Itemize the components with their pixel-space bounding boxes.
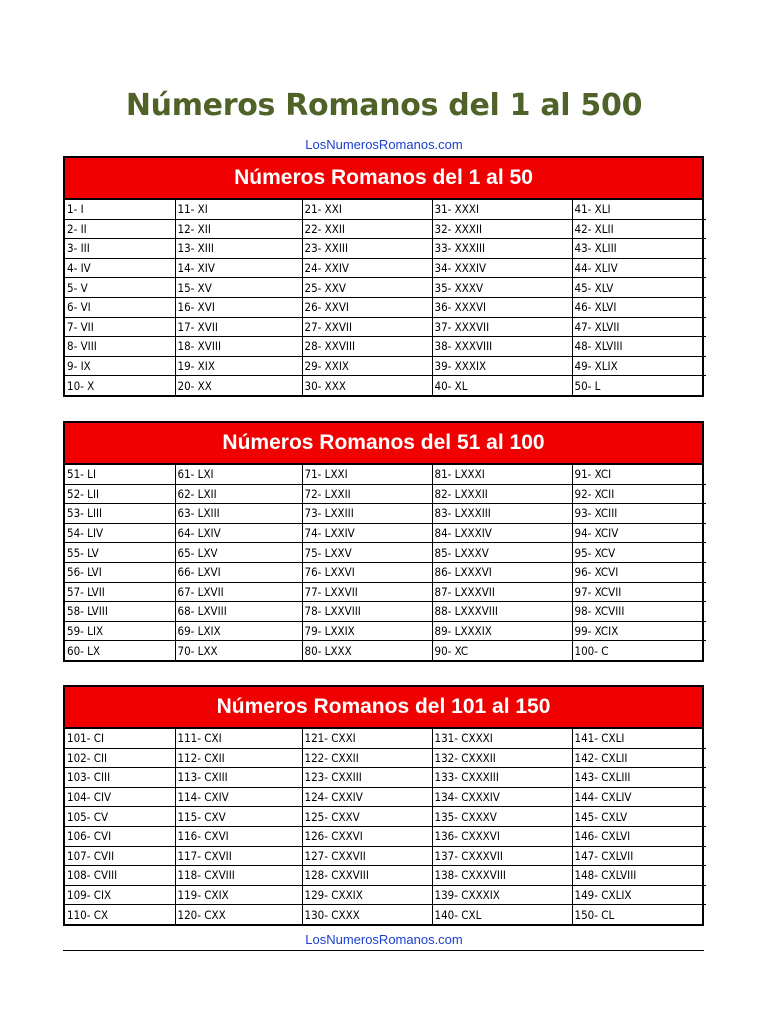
numeral-cell: 133- CXXXIII bbox=[432, 768, 572, 788]
numeral-cell: 58- LVIII bbox=[65, 602, 175, 622]
table-row bbox=[65, 356, 706, 376]
numeral-cell: 16- XVI bbox=[175, 297, 302, 317]
numeral-cell: 34- XXXIV bbox=[432, 258, 572, 278]
table-row bbox=[65, 200, 706, 219]
numeral-cell: 27- XXVII bbox=[302, 317, 432, 337]
table-row bbox=[65, 219, 706, 239]
table-row bbox=[65, 602, 706, 622]
numeral-cell: 40- XL bbox=[432, 376, 572, 395]
numeral-cell: 25- XXV bbox=[302, 278, 432, 298]
numeral-cell: 100- C bbox=[574, 643, 609, 658]
numeral-cell: 15- XV bbox=[175, 278, 302, 298]
numeral-cell: 140- CXL bbox=[432, 905, 572, 924]
numeral-cell: 68- LXVIII bbox=[175, 602, 302, 622]
table-row bbox=[65, 297, 706, 317]
table-row bbox=[65, 258, 706, 278]
numeral-cell: 108- CVIII bbox=[65, 866, 175, 886]
table-row bbox=[65, 621, 706, 641]
numeral-cell: 33- XXXIII bbox=[432, 239, 572, 259]
numeral-cell: 36- XXXVI bbox=[432, 297, 572, 317]
numeral-cell: 111- CXI bbox=[175, 729, 302, 748]
numeral-cell: 117- CXVII bbox=[175, 846, 302, 866]
numeral-cell: 90- XC bbox=[432, 641, 572, 660]
numeral-cell: 126- CXXVI bbox=[302, 826, 432, 846]
numeral-cell: 98- XCVIII bbox=[572, 602, 706, 622]
table-row bbox=[65, 807, 706, 827]
numeral-cell: 66- LXVI bbox=[175, 562, 302, 582]
numeral-cell: 44- XLIV bbox=[572, 258, 706, 278]
numeral-cell: 63- LXIII bbox=[175, 504, 302, 524]
numeral-cell: 51- LI bbox=[65, 465, 175, 484]
numeral-cell: 104- CIV bbox=[65, 787, 175, 807]
numeral-cell: 55- LV bbox=[65, 543, 175, 563]
section-header: Números Romanos del 1 al 50 bbox=[65, 158, 702, 200]
site-link-bottom[interactable]: LosNumerosRomanos.com bbox=[305, 932, 463, 947]
numeral-cell: 91- XCI bbox=[572, 465, 706, 484]
numeral-cell: 105- CV bbox=[65, 807, 175, 827]
site-link-top[interactable]: LosNumerosRomanos.com bbox=[305, 137, 463, 152]
numeral-cell: 145- CXLV bbox=[572, 807, 706, 827]
numeral-cell: 8- VIII bbox=[65, 337, 175, 357]
numeral-cell: 143- CXLIII bbox=[572, 768, 706, 788]
footer-divider bbox=[63, 950, 704, 951]
table-row bbox=[65, 317, 706, 337]
numeral-cell: 56- LVI bbox=[65, 562, 175, 582]
numeral-cell: 96- XCVI bbox=[572, 562, 706, 582]
numeral-cell: 144- CXLIV bbox=[572, 787, 706, 807]
table-row bbox=[65, 337, 706, 357]
numeral-cell: 53- LIII bbox=[65, 504, 175, 524]
numeral-cell: 48- XLVIII bbox=[572, 337, 706, 357]
numeral-cell: 114- CXIV bbox=[175, 787, 302, 807]
table-row bbox=[65, 905, 706, 924]
numeral-cell: 43- XLIII bbox=[572, 239, 706, 259]
numeral-cell: 149- CXLIX bbox=[572, 885, 706, 905]
section-header: Números Romanos del 101 al 150 bbox=[65, 687, 702, 729]
numeral-cell: 17- XVII bbox=[175, 317, 302, 337]
table-row bbox=[65, 376, 706, 395]
numeral-cell: 103- CIII bbox=[65, 768, 175, 788]
numeral-cell: 95- XCV bbox=[572, 543, 706, 563]
numeral-cell: 101- CI bbox=[65, 729, 175, 748]
numeral-cell: 32- XXXII bbox=[432, 219, 572, 239]
numeral-cell: 4- IV bbox=[65, 258, 175, 278]
numeral-cell: 146- CXLVI bbox=[572, 826, 706, 846]
numeral-cell: 39- XXXIX bbox=[432, 356, 572, 376]
numeral-cell: 61- LXI bbox=[175, 465, 302, 484]
numeral-cell: 129- CXXIX bbox=[302, 885, 432, 905]
numeral-cell: 49- XLIX bbox=[572, 356, 706, 376]
numeral-cell: 125- CXXV bbox=[302, 807, 432, 827]
table-row bbox=[65, 504, 706, 524]
table-row bbox=[65, 748, 706, 768]
numeral-cell: 50- L bbox=[574, 378, 601, 393]
numeral-cell: 131- CXXXI bbox=[432, 729, 572, 748]
numeral-cell: 80- LXXX bbox=[302, 641, 432, 660]
table-row bbox=[65, 729, 706, 748]
table-row bbox=[65, 465, 706, 484]
section-1-50 bbox=[63, 156, 704, 397]
numeral-cell: 69- LXIX bbox=[175, 621, 302, 641]
numerals-table bbox=[65, 465, 706, 660]
numeral-cell: 148- CXLVIII bbox=[572, 866, 706, 886]
numeral-cell: 115- CXV bbox=[175, 807, 302, 827]
numeral-cell: 109- CIX bbox=[65, 885, 175, 905]
numeral-cell: 45- XLV bbox=[572, 278, 706, 298]
numeral-cell: 141- CXLI bbox=[572, 729, 706, 748]
numeral-cell: 87- LXXXVII bbox=[432, 582, 572, 602]
numeral-cell: 5- V bbox=[65, 278, 175, 298]
table-row bbox=[65, 866, 706, 886]
numeral-cell: 83- LXXXIII bbox=[432, 504, 572, 524]
numeral-cell: 13- XIII bbox=[175, 239, 302, 259]
numeral-cell: 147- CXLVII bbox=[572, 846, 706, 866]
table-row bbox=[65, 787, 706, 807]
numeral-cell: 64- LXIV bbox=[175, 523, 302, 543]
numeral-cell: 102- CII bbox=[65, 748, 175, 768]
numeral-cell: 62- LXII bbox=[175, 484, 302, 504]
numeral-cell: 119- CXIX bbox=[175, 885, 302, 905]
section-101-150 bbox=[63, 685, 704, 926]
numeral-cell: 23- XXIII bbox=[302, 239, 432, 259]
numeral-cell: 134- CXXXIV bbox=[432, 787, 572, 807]
numerals-table bbox=[65, 729, 706, 924]
numeral-cell: 37- XXXVII bbox=[432, 317, 572, 337]
numeral-cell: 21- XXI bbox=[302, 200, 432, 219]
numeral-cell: 93- XCIII bbox=[572, 504, 706, 524]
numeral-cell: 112- CXII bbox=[175, 748, 302, 768]
numeral-cell: 59- LIX bbox=[65, 621, 175, 641]
numeral-cell: 77- LXXVII bbox=[302, 582, 432, 602]
numeral-cell: 75- LXXV bbox=[302, 543, 432, 563]
numeral-cell: 138- CXXXVIII bbox=[432, 866, 572, 886]
numeral-cell: 30- XXX bbox=[302, 376, 432, 395]
page-title: Números Romanos del 1 al 500 bbox=[125, 88, 643, 123]
numeral-cell: 24- XXIV bbox=[302, 258, 432, 278]
numeral-cell: 3- III bbox=[65, 239, 175, 259]
numeral-cell: 84- LXXXIV bbox=[432, 523, 572, 543]
table-row bbox=[65, 826, 706, 846]
numeral-cell: 29- XXIX bbox=[302, 356, 432, 376]
numeral-cell: 22- XXII bbox=[302, 219, 432, 239]
table-row bbox=[65, 239, 706, 259]
numeral-cell: 124- CXXIV bbox=[302, 787, 432, 807]
numeral-cell: 132- CXXXII bbox=[432, 748, 572, 768]
numeral-cell: 73- LXXIII bbox=[302, 504, 432, 524]
table-row bbox=[65, 562, 706, 582]
numeral-cell: 54- LIV bbox=[65, 523, 175, 543]
numeral-cell: 128- CXXVIII bbox=[302, 866, 432, 886]
numeral-cell: 107- CVII bbox=[65, 846, 175, 866]
numeral-cell: 78- LXXVIII bbox=[302, 602, 432, 622]
numeral-cell: 97- XCVII bbox=[572, 582, 706, 602]
numeral-cell: 106- CVI bbox=[65, 826, 175, 846]
numeral-cell: 74- LXXIV bbox=[302, 523, 432, 543]
numeral-cell: 89- LXXXIX bbox=[432, 621, 572, 641]
numeral-cell: 139- CXXXIX bbox=[432, 885, 572, 905]
numeral-cell: 1- I bbox=[65, 200, 175, 219]
numeral-cell: 81- LXXXI bbox=[432, 465, 572, 484]
numeral-cell: 41- XLI bbox=[572, 200, 706, 219]
numeral-cell: 127- CXXVII bbox=[302, 846, 432, 866]
numeral-cell: 70- LXX bbox=[175, 641, 302, 660]
numeral-cell: 20- XX bbox=[175, 376, 302, 395]
table-row bbox=[65, 484, 706, 504]
numeral-cell: 65- LXV bbox=[175, 543, 302, 563]
numeral-cell: 71- LXXI bbox=[302, 465, 432, 484]
numeral-cell: 123- CXXIII bbox=[302, 768, 432, 788]
numeral-cell: 18- XVIII bbox=[175, 337, 302, 357]
numeral-cell: 113- CXIII bbox=[175, 768, 302, 788]
section-51-100 bbox=[63, 421, 704, 662]
numeral-cell: 118- CXVIII bbox=[175, 866, 302, 886]
numeral-cell: 42- XLII bbox=[572, 219, 706, 239]
numeral-cell: 76- LXXVI bbox=[302, 562, 432, 582]
numeral-cell: 46- XLVI bbox=[572, 297, 706, 317]
numeral-cell: 60- LX bbox=[65, 641, 175, 660]
numeral-cell: 57- LVII bbox=[65, 582, 175, 602]
numeral-cell: 19- XIX bbox=[175, 356, 302, 376]
numeral-cell: 28- XXVIII bbox=[302, 337, 432, 357]
numeral-cell: 116- CXVI bbox=[175, 826, 302, 846]
numeral-cell: 9- IX bbox=[65, 356, 175, 376]
numeral-cell: 52- LII bbox=[65, 484, 175, 504]
table-row bbox=[65, 582, 706, 602]
numeral-cell: 88- LXXXVIII bbox=[432, 602, 572, 622]
table-row bbox=[65, 846, 706, 866]
numeral-cell: 135- CXXXV bbox=[432, 807, 572, 827]
table-row bbox=[65, 768, 706, 788]
table-row bbox=[65, 278, 706, 298]
numeral-cell: 120- CXX bbox=[175, 905, 302, 924]
table-row bbox=[65, 641, 706, 660]
numerals-table bbox=[65, 200, 706, 395]
numeral-cell: 12- XII bbox=[175, 219, 302, 239]
numeral-cell: 86- LXXXVI bbox=[432, 562, 572, 582]
numeral-cell: 7- VII bbox=[65, 317, 175, 337]
numeral-cell: 150- CL bbox=[574, 907, 615, 922]
table-row bbox=[65, 885, 706, 905]
table-row bbox=[65, 523, 706, 543]
numeral-cell: 11- XI bbox=[175, 200, 302, 219]
numeral-cell: 38- XXXVIII bbox=[432, 337, 572, 357]
numeral-cell: 99- XCIX bbox=[572, 621, 706, 641]
numeral-cell: 82- LXXXII bbox=[432, 484, 572, 504]
numeral-cell: 6- VI bbox=[65, 297, 175, 317]
numeral-cell: 47- XLVII bbox=[572, 317, 706, 337]
numeral-cell: 72- LXXII bbox=[302, 484, 432, 504]
numeral-cell: 130- CXXX bbox=[302, 905, 432, 924]
numeral-cell: 92- XCII bbox=[572, 484, 706, 504]
section-header: Números Romanos del 51 al 100 bbox=[65, 423, 702, 465]
numeral-cell: 26- XXVI bbox=[302, 297, 432, 317]
numeral-cell: 10- X bbox=[65, 376, 175, 395]
numeral-cell: 142- CXLII bbox=[572, 748, 706, 768]
numeral-cell: 122- CXXII bbox=[302, 748, 432, 768]
numeral-cell: 94- XCIV bbox=[572, 523, 706, 543]
numeral-cell: 31- XXXI bbox=[432, 200, 572, 219]
numeral-cell: 14- XIV bbox=[175, 258, 302, 278]
numeral-cell: 2- II bbox=[65, 219, 175, 239]
numeral-cell: 136- CXXXVI bbox=[432, 826, 572, 846]
numeral-cell: 121- CXXI bbox=[302, 729, 432, 748]
numeral-cell: 110- CX bbox=[65, 905, 175, 924]
numeral-cell: 79- LXXIX bbox=[302, 621, 432, 641]
numeral-cell: 67- LXVII bbox=[175, 582, 302, 602]
table-row bbox=[65, 543, 706, 563]
numeral-cell: 35- XXXV bbox=[432, 278, 572, 298]
numeral-cell: 85- LXXXV bbox=[432, 543, 572, 563]
numeral-cell: 137- CXXXVII bbox=[432, 846, 572, 866]
